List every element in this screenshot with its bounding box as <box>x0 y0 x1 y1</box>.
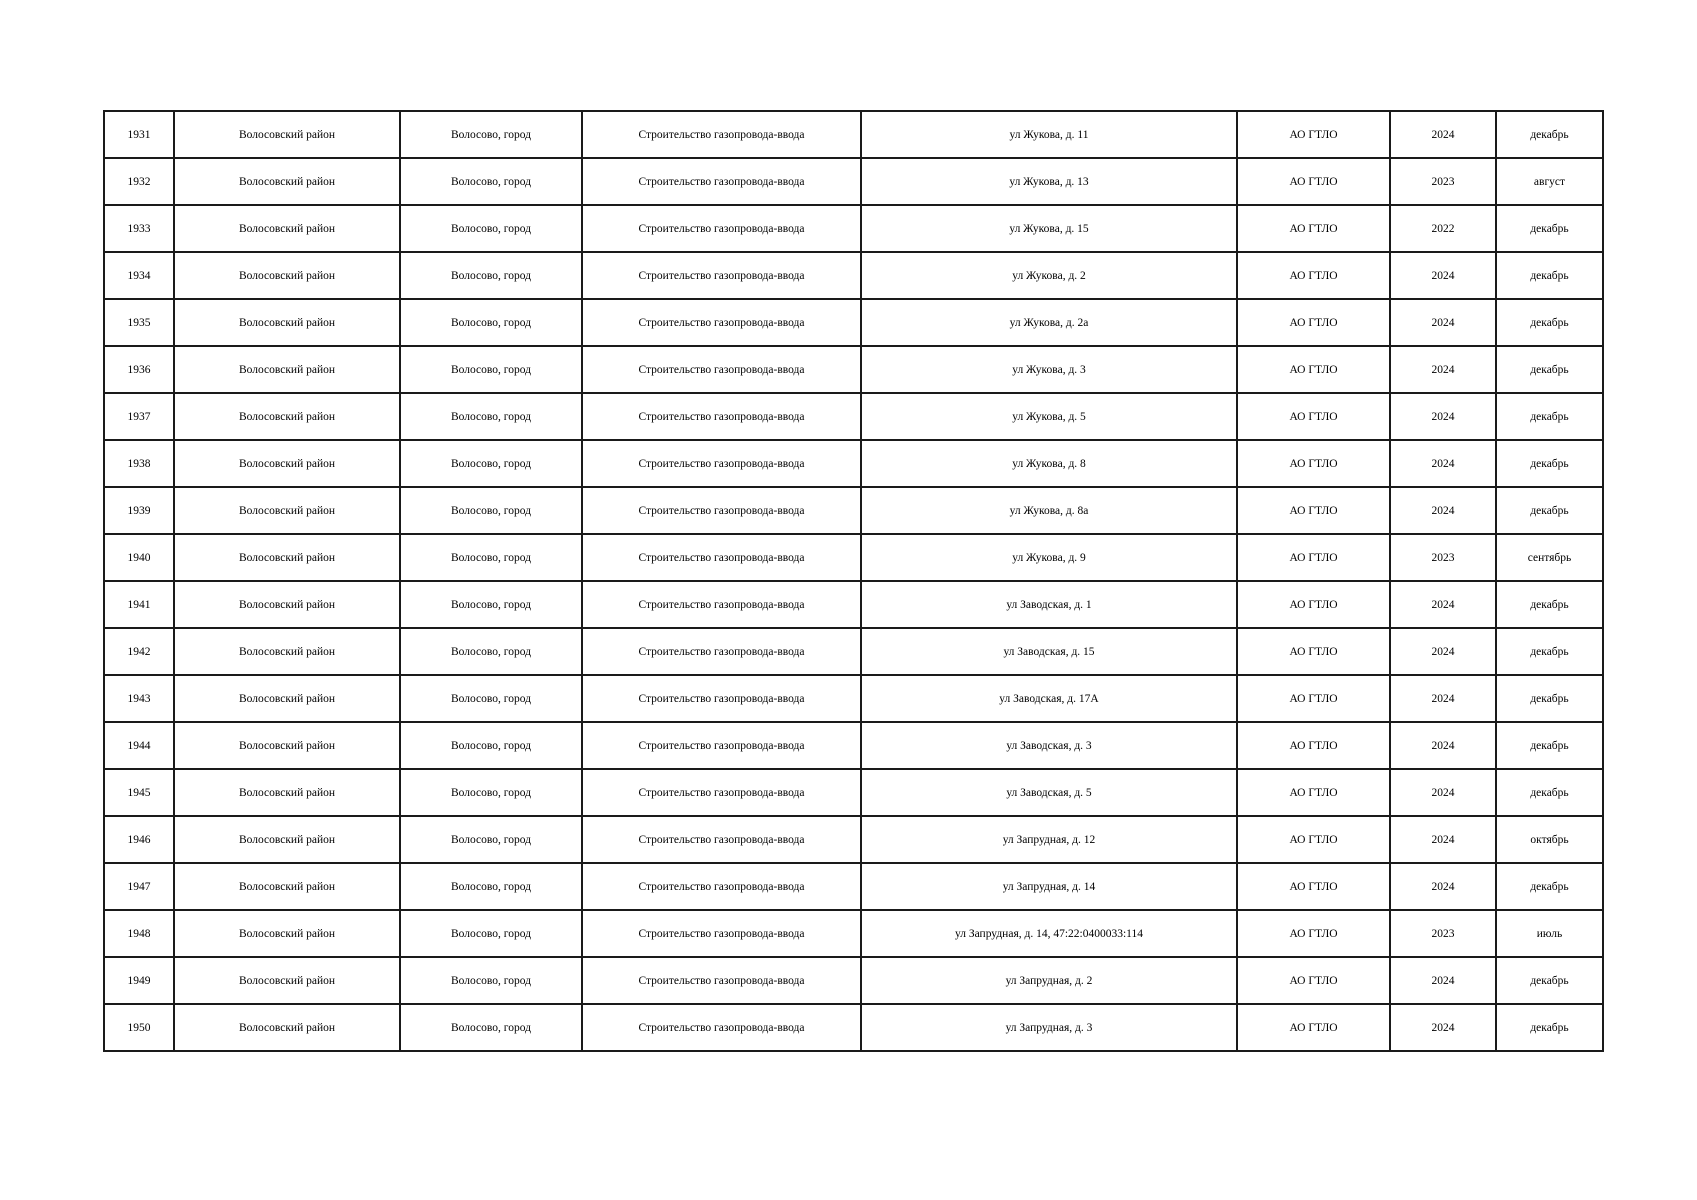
cell-address: ул Запрудная, д. 2 <box>861 957 1237 1004</box>
cell-month: декабрь <box>1496 393 1603 440</box>
cell-organization: АО ГТЛО <box>1237 957 1390 1004</box>
cell-month: декабрь <box>1496 675 1603 722</box>
table-row <box>104 440 1603 487</box>
cell-row-number: 1943 <box>104 675 174 722</box>
cell-locality: Волосово, город <box>400 534 582 581</box>
cell-organization: АО ГТЛО <box>1237 299 1390 346</box>
cell-district: Волосовский район <box>174 816 400 863</box>
cell-year: 2022 <box>1390 205 1496 252</box>
cell-row-number: 1942 <box>104 628 174 675</box>
cell-address: ул Жукова, д. 2а <box>861 299 1237 346</box>
cell-district: Волосовский район <box>174 769 400 816</box>
cell-district: Волосовский район <box>174 675 400 722</box>
cell-work-type: Строительство газопровода-ввода <box>582 393 861 440</box>
cell-locality: Волосово, город <box>400 299 582 346</box>
cell-month: октябрь <box>1496 816 1603 863</box>
cell-organization: АО ГТЛО <box>1237 628 1390 675</box>
table-row <box>104 346 1603 393</box>
cell-organization: АО ГТЛО <box>1237 769 1390 816</box>
cell-month: июль <box>1496 910 1603 957</box>
cell-work-type: Строительство газопровода-ввода <box>582 440 861 487</box>
cell-work-type: Строительство газопровода-ввода <box>582 722 861 769</box>
cell-row-number: 1936 <box>104 346 174 393</box>
cell-row-number: 1945 <box>104 769 174 816</box>
cell-organization: АО ГТЛО <box>1237 675 1390 722</box>
table-row <box>104 252 1603 299</box>
cell-locality: Волосово, город <box>400 863 582 910</box>
table-row <box>104 534 1603 581</box>
cell-month: декабрь <box>1496 487 1603 534</box>
cell-work-type: Строительство газопровода-ввода <box>582 816 861 863</box>
cell-locality: Волосово, город <box>400 628 582 675</box>
cell-month: декабрь <box>1496 440 1603 487</box>
cell-year: 2024 <box>1390 722 1496 769</box>
cell-row-number: 1941 <box>104 581 174 628</box>
cell-month: декабрь <box>1496 1004 1603 1051</box>
cell-work-type: Строительство газопровода-ввода <box>582 769 861 816</box>
cell-month: декабрь <box>1496 346 1603 393</box>
cell-work-type: Строительство газопровода-ввода <box>582 252 861 299</box>
cell-district: Волосовский район <box>174 581 400 628</box>
cell-district: Волосовский район <box>174 346 400 393</box>
cell-work-type: Строительство газопровода-ввода <box>582 158 861 205</box>
cell-work-type: Строительство газопровода-ввода <box>582 534 861 581</box>
cell-work-type: Строительство газопровода-ввода <box>582 581 861 628</box>
cell-district: Волосовский район <box>174 440 400 487</box>
cell-row-number: 1949 <box>104 957 174 1004</box>
cell-work-type: Строительство газопровода-ввода <box>582 863 861 910</box>
table-row <box>104 487 1603 534</box>
cell-organization: АО ГТЛО <box>1237 487 1390 534</box>
cell-row-number: 1933 <box>104 205 174 252</box>
cell-address: ул Заводская, д. 1 <box>861 581 1237 628</box>
cell-month: декабрь <box>1496 299 1603 346</box>
cell-row-number: 1934 <box>104 252 174 299</box>
cell-locality: Волосово, город <box>400 816 582 863</box>
table-row <box>104 299 1603 346</box>
cell-organization: АО ГТЛО <box>1237 581 1390 628</box>
cell-work-type: Строительство газопровода-ввода <box>582 910 861 957</box>
cell-row-number: 1938 <box>104 440 174 487</box>
cell-locality: Волосово, город <box>400 487 582 534</box>
cell-organization: АО ГТЛО <box>1237 252 1390 299</box>
table-row <box>104 863 1603 910</box>
cell-organization: АО ГТЛО <box>1237 816 1390 863</box>
cell-row-number: 1939 <box>104 487 174 534</box>
cell-organization: АО ГТЛО <box>1237 393 1390 440</box>
cell-organization: АО ГТЛО <box>1237 111 1390 158</box>
cell-organization: АО ГТЛО <box>1237 158 1390 205</box>
table-row <box>104 675 1603 722</box>
cell-address: ул Жукова, д. 15 <box>861 205 1237 252</box>
table-row <box>104 816 1603 863</box>
cell-organization: АО ГТЛО <box>1237 910 1390 957</box>
cell-organization: АО ГТЛО <box>1237 1004 1390 1051</box>
cell-year: 2024 <box>1390 487 1496 534</box>
cell-month: декабрь <box>1496 111 1603 158</box>
cell-organization: АО ГТЛО <box>1237 205 1390 252</box>
cell-year: 2024 <box>1390 440 1496 487</box>
cell-address: ул Заводская, д. 15 <box>861 628 1237 675</box>
cell-locality: Волосово, город <box>400 722 582 769</box>
cell-year: 2024 <box>1390 675 1496 722</box>
cell-locality: Волосово, город <box>400 252 582 299</box>
cell-row-number: 1950 <box>104 1004 174 1051</box>
cell-month: декабрь <box>1496 581 1603 628</box>
cell-district: Волосовский район <box>174 299 400 346</box>
cell-year: 2024 <box>1390 346 1496 393</box>
cell-work-type: Строительство газопровода-ввода <box>582 957 861 1004</box>
cell-year: 2024 <box>1390 393 1496 440</box>
cell-address: ул Жукова, д. 9 <box>861 534 1237 581</box>
cell-year: 2024 <box>1390 299 1496 346</box>
cell-organization: АО ГТЛО <box>1237 722 1390 769</box>
cell-row-number: 1947 <box>104 863 174 910</box>
cell-address: ул Жукова, д. 8а <box>861 487 1237 534</box>
cell-year: 2024 <box>1390 581 1496 628</box>
cell-address: ул Заводская, д. 17А <box>861 675 1237 722</box>
cell-district: Волосовский район <box>174 205 400 252</box>
cell-locality: Волосово, город <box>400 440 582 487</box>
cell-address: ул Жукова, д. 8 <box>861 440 1237 487</box>
cell-work-type: Строительство газопровода-ввода <box>582 346 861 393</box>
cell-row-number: 1937 <box>104 393 174 440</box>
cell-locality: Волосово, город <box>400 111 582 158</box>
cell-work-type: Строительство газопровода-ввода <box>582 628 861 675</box>
cell-district: Волосовский район <box>174 628 400 675</box>
cell-district: Волосовский район <box>174 487 400 534</box>
cell-month: декабрь <box>1496 252 1603 299</box>
cell-district: Волосовский район <box>174 534 400 581</box>
cell-locality: Волосово, город <box>400 910 582 957</box>
cell-year: 2024 <box>1390 769 1496 816</box>
cell-work-type: Строительство газопровода-ввода <box>582 205 861 252</box>
table-row <box>104 158 1603 205</box>
cell-locality: Волосово, город <box>400 1004 582 1051</box>
cell-month: август <box>1496 158 1603 205</box>
table-row <box>104 393 1603 440</box>
cell-year: 2024 <box>1390 816 1496 863</box>
cell-work-type: Строительство газопровода-ввода <box>582 299 861 346</box>
cell-year: 2023 <box>1390 534 1496 581</box>
cell-row-number: 1931 <box>104 111 174 158</box>
cell-address: ул Запрудная, д. 12 <box>861 816 1237 863</box>
cell-address: ул Заводская, д. 3 <box>861 722 1237 769</box>
cell-organization: АО ГТЛО <box>1237 346 1390 393</box>
cell-row-number: 1932 <box>104 158 174 205</box>
cell-locality: Волосово, город <box>400 393 582 440</box>
cell-month: декабрь <box>1496 628 1603 675</box>
cell-year: 2024 <box>1390 957 1496 1004</box>
table-row <box>104 111 1603 158</box>
table-row <box>104 957 1603 1004</box>
cell-locality: Волосово, город <box>400 205 582 252</box>
cell-row-number: 1946 <box>104 816 174 863</box>
cell-row-number: 1948 <box>104 910 174 957</box>
cell-year: 2023 <box>1390 158 1496 205</box>
cell-district: Волосовский район <box>174 111 400 158</box>
cell-organization: АО ГТЛО <box>1237 863 1390 910</box>
cell-address: ул Жукова, д. 11 <box>861 111 1237 158</box>
cell-locality: Волосово, город <box>400 158 582 205</box>
cell-district: Волосовский район <box>174 158 400 205</box>
cell-month: декабрь <box>1496 769 1603 816</box>
cell-month: декабрь <box>1496 863 1603 910</box>
cell-district: Волосовский район <box>174 1004 400 1051</box>
cell-address: ул Заводская, д. 5 <box>861 769 1237 816</box>
cell-year: 2024 <box>1390 1004 1496 1051</box>
cell-month: декабрь <box>1496 722 1603 769</box>
cell-year: 2023 <box>1390 910 1496 957</box>
table-row <box>104 1004 1603 1051</box>
cell-district: Волосовский район <box>174 910 400 957</box>
cell-address: ул Запрудная, д. 3 <box>861 1004 1237 1051</box>
cell-work-type: Строительство газопровода-ввода <box>582 111 861 158</box>
cell-row-number: 1935 <box>104 299 174 346</box>
cell-locality: Волосово, город <box>400 346 582 393</box>
cell-district: Волосовский район <box>174 393 400 440</box>
table-row <box>104 205 1603 252</box>
cell-work-type: Строительство газопровода-ввода <box>582 487 861 534</box>
cell-address: ул Запрудная, д. 14 <box>861 863 1237 910</box>
cell-row-number: 1944 <box>104 722 174 769</box>
cell-locality: Волосово, город <box>400 957 582 1004</box>
cell-year: 2024 <box>1390 252 1496 299</box>
cell-row-number: 1940 <box>104 534 174 581</box>
cell-organization: АО ГТЛО <box>1237 440 1390 487</box>
cell-locality: Волосово, город <box>400 675 582 722</box>
cell-locality: Волосово, город <box>400 769 582 816</box>
gas-pipeline-table <box>103 110 1604 1052</box>
cell-month: декабрь <box>1496 957 1603 1004</box>
cell-year: 2024 <box>1390 863 1496 910</box>
cell-address: ул Жукова, д. 2 <box>861 252 1237 299</box>
cell-district: Волосовский район <box>174 957 400 1004</box>
cell-work-type: Строительство газопровода-ввода <box>582 675 861 722</box>
cell-year: 2024 <box>1390 111 1496 158</box>
cell-district: Волосовский район <box>174 863 400 910</box>
table-row <box>104 722 1603 769</box>
table-row <box>104 628 1603 675</box>
cell-district: Волосовский район <box>174 722 400 769</box>
cell-locality: Волосово, город <box>400 581 582 628</box>
table-row <box>104 769 1603 816</box>
cell-address: ул Жукова, д. 13 <box>861 158 1237 205</box>
table-row <box>104 581 1603 628</box>
cell-address: ул Жукова, д. 3 <box>861 346 1237 393</box>
cell-address: ул Запрудная, д. 14, 47:22:0400033:114 <box>861 910 1237 957</box>
cell-work-type: Строительство газопровода-ввода <box>582 1004 861 1051</box>
cell-address: ул Жукова, д. 5 <box>861 393 1237 440</box>
cell-month: сентябрь <box>1496 534 1603 581</box>
cell-organization: АО ГТЛО <box>1237 534 1390 581</box>
cell-year: 2024 <box>1390 628 1496 675</box>
table-body <box>104 111 1603 1051</box>
table-row <box>104 910 1603 957</box>
cell-month: декабрь <box>1496 205 1603 252</box>
cell-district: Волосовский район <box>174 252 400 299</box>
